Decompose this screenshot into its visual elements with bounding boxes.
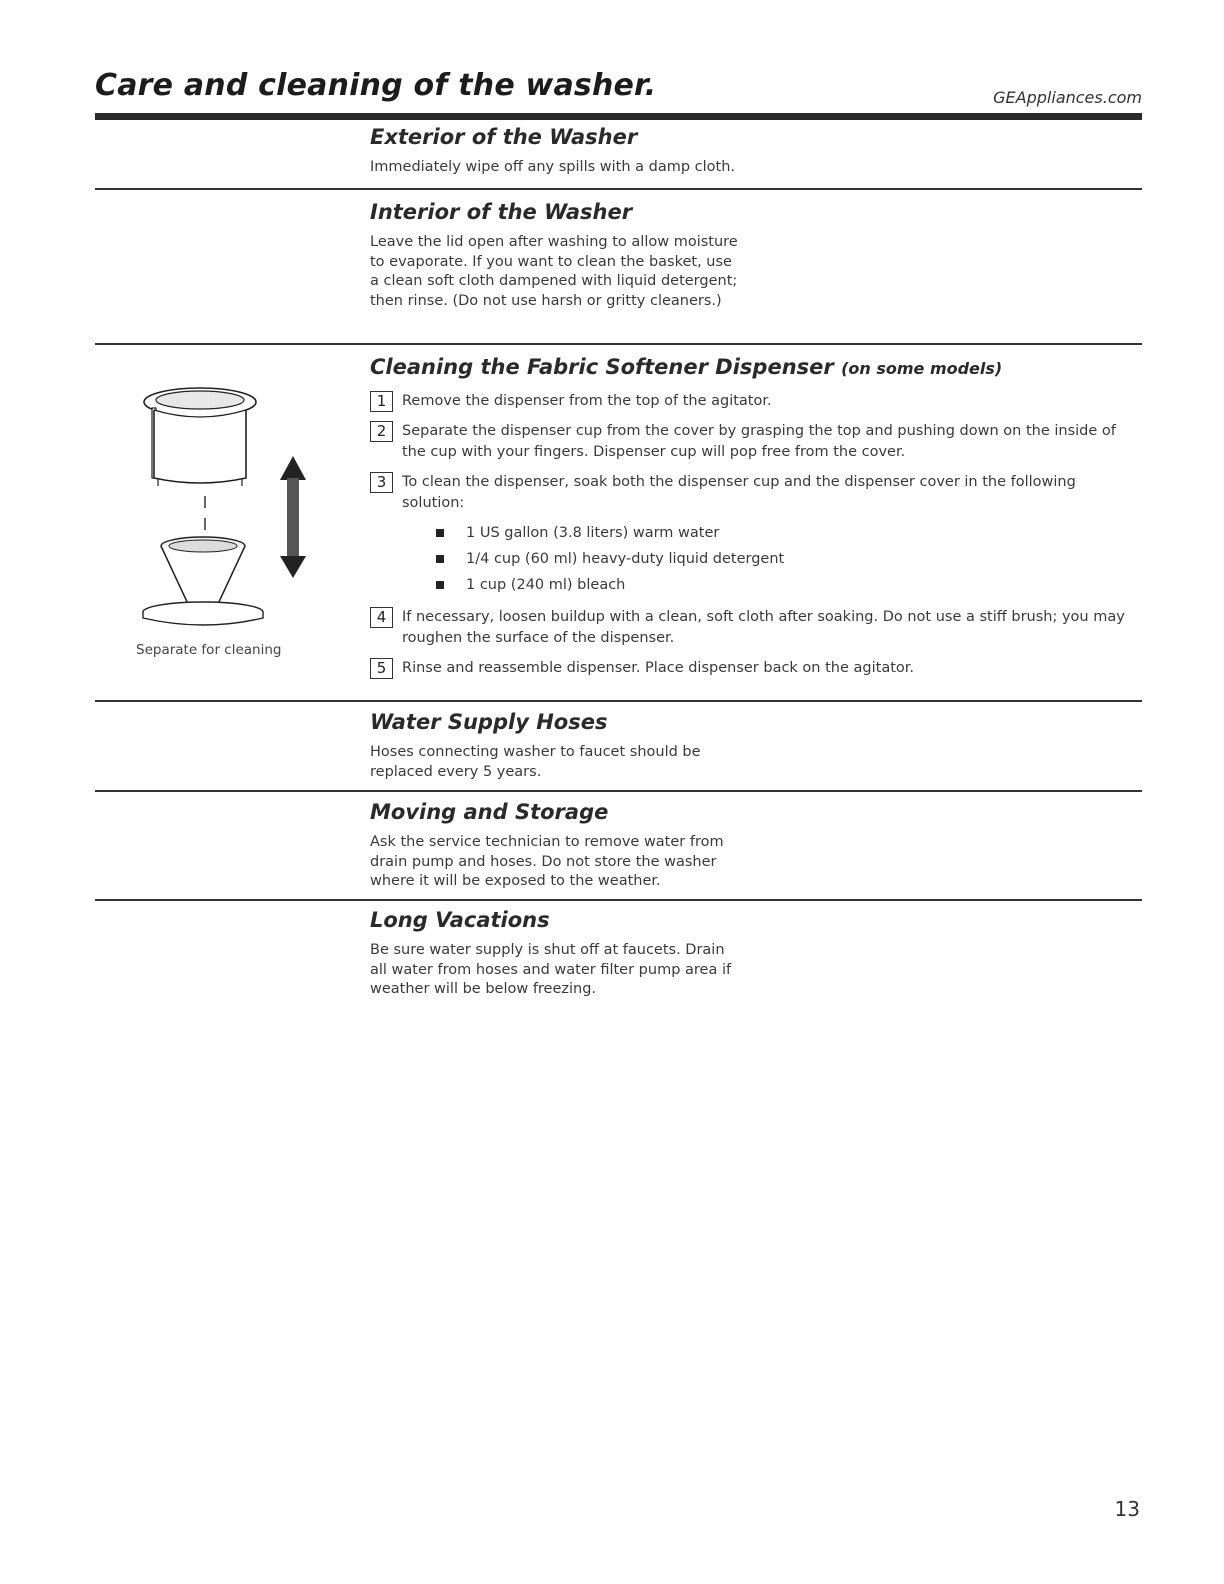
interior-body: Leave the lid open after washing to allow moisture to evaporate. If you want to clean the basket, use a clean soft cloth dampened with liquid detergent; then rinse. (Do not use harsh or gritty cleaners.) <box>370 234 738 309</box>
moving-body: Ask the service technician to remove water from drain pump and hoses. Do not store the washer where it will be exposed to the weather. <box>370 834 724 889</box>
step-text: If necessary, loosen buildup with a clean, soft cloth after soaking. Do not use a stiff brush; you may roughen the surface of the dispenser. <box>402 608 1125 646</box>
section-interior <box>370 199 1140 311</box>
hoses-body: Hoses connecting washer to faucet should be replaced every 5 years. <box>370 744 701 780</box>
bullet-square-icon <box>436 581 444 589</box>
header-rule <box>95 113 1142 120</box>
step-text: Rinse and reassemble dispenser. Place dispenser back on the agitator. <box>402 659 914 676</box>
solution-item <box>436 572 1140 598</box>
solution-item <box>436 520 1140 546</box>
page-number: 13 <box>1114 1497 1140 1521</box>
exterior-title: Exterior of the Washer <box>370 125 638 149</box>
solution-text: 1 US gallon (3.8 liters) warm water <box>466 524 720 541</box>
solution-text: 1/4 cup (60 ml) heavy-duty liquid detergent <box>466 550 785 567</box>
softener-steps <box>370 390 1140 678</box>
divider <box>95 700 1142 702</box>
step-text: To clean the dispenser, soak both the dispenser cup and the dispenser cover in the following solution: <box>402 473 1076 511</box>
step-number: 3 <box>370 472 393 493</box>
step-text: Separate the dispenser cup from the cover by grasping the top and pushing down on the inside of the cup with your fingers. Dispenser cup will pop free from the cover. <box>402 422 1116 460</box>
page-title: Care and cleaning of the washer. <box>95 68 657 103</box>
section-hoses <box>370 709 1140 782</box>
interior-title: Interior of the Washer <box>370 200 633 224</box>
illustration-caption: Separate for cleaning <box>136 642 282 658</box>
step-text: Remove the dispenser from the top of the agitator. <box>402 393 772 409</box>
divider <box>95 188 1142 190</box>
solution-list <box>402 520 1140 598</box>
section-moving <box>370 799 1140 892</box>
bullet-square-icon <box>436 529 444 537</box>
section-vacations <box>370 907 1140 1000</box>
step-item <box>370 390 1140 412</box>
hoses-title: Water Supply Hoses <box>370 710 608 734</box>
softener-title-main: Cleaning the Fabric Softener Dispenser <box>370 355 834 379</box>
moving-title: Moving and Storage <box>370 800 609 824</box>
step-number: 2 <box>370 421 393 442</box>
softener-title <box>370 354 1140 382</box>
divider <box>95 343 1142 345</box>
step-item <box>370 657 1140 679</box>
softener-title-note: (on some models) <box>841 359 1003 378</box>
dispenser-cover-drawing <box>143 537 263 625</box>
vacations-body: Be sure water supply is shut off at faucets. Drain all water from hoses and water filter pump area if weather will be below freezing. <box>370 942 732 997</box>
divider <box>95 790 1142 792</box>
bullet-square-icon <box>436 555 444 563</box>
dispenser-illustration <box>130 378 310 628</box>
step-number: 4 <box>370 607 393 628</box>
double-arrow-icon <box>280 456 306 578</box>
step-number: 1 <box>370 391 393 412</box>
solution-item <box>436 546 1140 572</box>
site-url: GEAppliances.com <box>993 88 1142 107</box>
step-item <box>370 420 1140 463</box>
section-exterior <box>370 124 1140 178</box>
step-number: 5 <box>370 658 393 679</box>
solution-text: 1 cup (240 ml) bleach <box>466 576 626 593</box>
divider <box>95 899 1142 901</box>
exterior-body: Immediately wipe off any spills with a damp cloth. <box>370 159 736 175</box>
step-item <box>370 471 1140 598</box>
section-softener <box>370 354 1140 686</box>
step-item <box>370 606 1140 649</box>
dispenser-cup-drawing <box>144 388 256 486</box>
vacations-title: Long Vacations <box>370 908 550 932</box>
